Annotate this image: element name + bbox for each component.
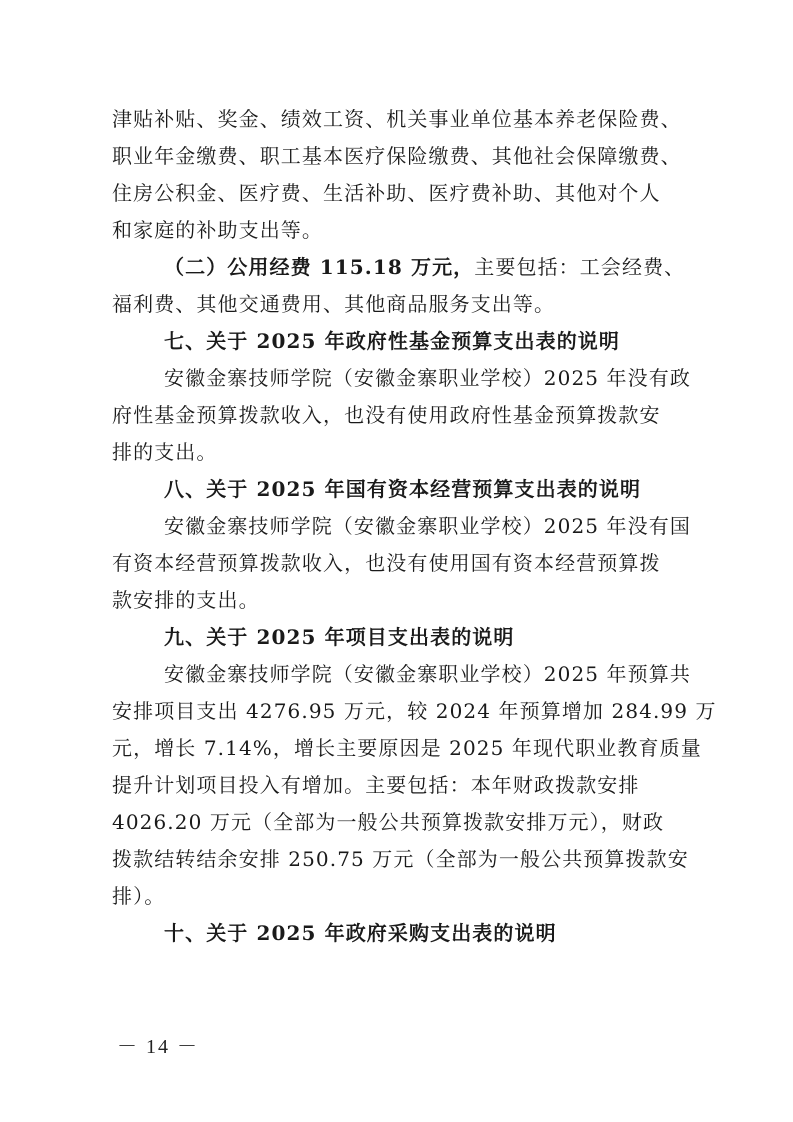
paragraph-line: 提升计划项目投入有增加。主要包括：本年财政拨款安排	[112, 773, 640, 797]
document-body	[112, 101, 717, 952]
paragraph-line: 安排项目支出 4276.95 万元，较 2024 年预算增加 284.99 万	[112, 699, 717, 723]
paragraph-line: 排的支出。	[112, 440, 218, 464]
paragraph-line: 4026.20 万元（全部为一般公共预算拨款安排万元），财政	[112, 810, 665, 834]
paragraph-line: 安徽金寨技师学院（安徽金寨职业学校）2025 年没有国	[164, 514, 691, 538]
page-number: － 14 －	[117, 1036, 199, 1058]
paragraph-line: 津贴补贴、奖金、绩效工资、机关事业单位基本养老保险费、	[112, 107, 682, 131]
paragraph-line: 排）。	[112, 884, 166, 908]
section-9-title: 九、关于 2025 年项目支出表的说明	[164, 625, 515, 649]
paragraph-line: 职业年金缴费、职工基本医疗保险缴费、其他社会保障缴费、	[112, 144, 682, 168]
paragraph-line: 有资本经营预算拨款收入，也没有使用国有资本经营预算拨	[112, 551, 661, 575]
paragraph-line: 住房公积金、医疗费、生活补助、医疗费补助、其他对个人	[112, 181, 661, 205]
public-funds-label: （二）公用经费 115.18 万元，	[164, 255, 475, 279]
paragraph-line: 款安排的支出。	[112, 588, 260, 612]
paragraph-line: 安徽金寨技师学院（安徽金寨职业学校）2025 年没有政	[164, 366, 691, 390]
section-10-title: 十、关于 2025 年政府采购支出表的说明	[164, 921, 557, 945]
paragraph-line: 拨款结转结余安排 250.75 万元（全部为一般公共预算拨款安	[112, 847, 689, 871]
public-funds-paragraph	[112, 249, 686, 286]
section-7-title: 七、关于 2025 年政府性基金预算支出表的说明	[164, 329, 620, 353]
section-8-title: 八、关于 2025 年国有资本经营预算支出表的说明	[164, 477, 642, 501]
paragraph-line: 府性基金预算拨款收入，也没有使用政府性基金预算拨款安	[112, 403, 661, 427]
paragraph-line: 福利费、其他交通费用、其他商品服务支出等。	[112, 292, 556, 316]
public-funds-text: 主要包括：工会经费、	[474, 255, 686, 279]
paragraph-line: 元，增长 7.14%，增长主要原因是 2025 年现代职业教育质量	[112, 736, 702, 760]
paragraph-line: 和家庭的补助支出等。	[112, 218, 323, 242]
paragraph-line: 安徽金寨技师学院（安徽金寨职业学校）2025 年预算共	[164, 662, 691, 686]
